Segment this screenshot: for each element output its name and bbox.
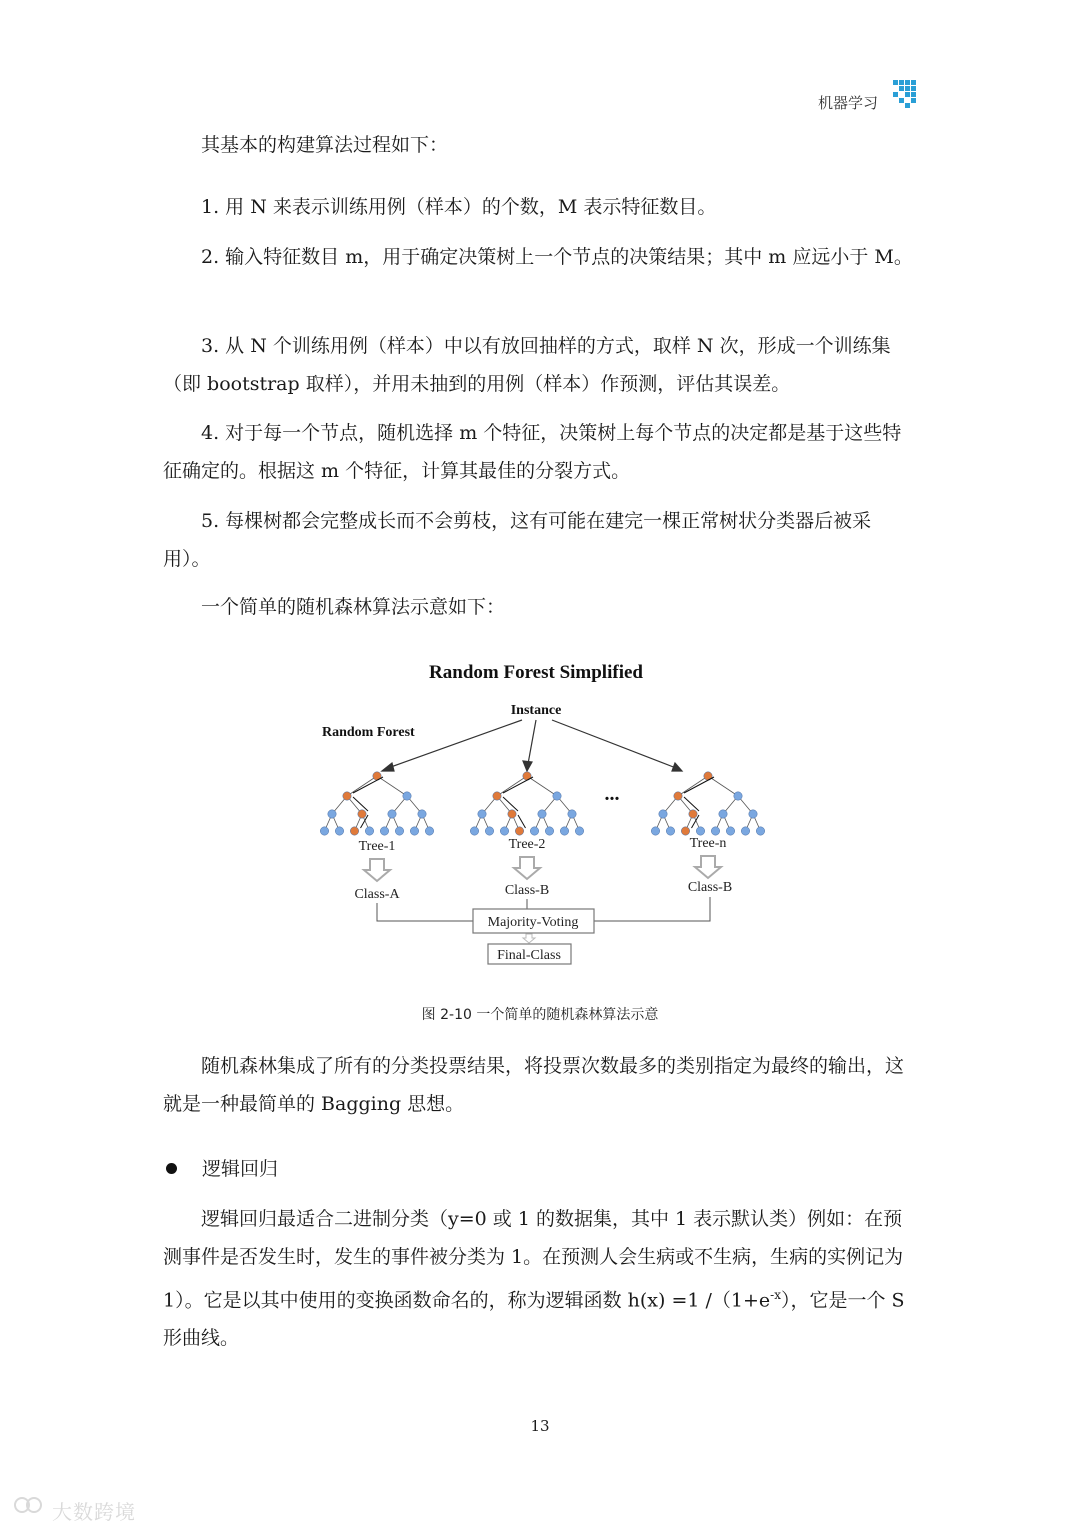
tree-3-node: [711, 827, 719, 835]
tree-2-node: [545, 827, 553, 835]
instance-arrows: [382, 720, 682, 771]
tree-1-label: Tree-1: [358, 839, 396, 854]
section-heading: 逻辑回归: [202, 1158, 279, 1180]
tree-1-node: [328, 810, 336, 818]
logreg-text-1: 逻辑回归最适合二进制分类（y=0 或 1 的数据集，其中 1 表示默认类）例如：在预测事件是否发生时，发生的事件被分类为 1。在预测人会生病或不生病，生病的实例记为 1）。它是以其中使用的变换函数命名的，称为逻辑函数 h(x) =1 /（1+e: [163, 1208, 904, 1312]
step-3: 3. 从 N 个训练用例（样本）中以有放回抽样的方式，取样 N 次，形成一个训练集（即 bootstrap 取样），并用未抽到的用例（样本）作预测，评估其误差。: [163, 335, 891, 395]
instance-label: Instance: [510, 703, 562, 718]
tree-2-node: [530, 827, 538, 835]
random-forest-label: Random Forest: [322, 725, 415, 740]
tree-2-node: [560, 827, 568, 835]
down-arrows: [364, 856, 721, 881]
tree-1-path-arrow: [353, 797, 368, 811]
watermark-logo-icon: [14, 1492, 48, 1518]
step-1: 1. 用 N 来表示训练用例（样本）的个数，M 表示特征数目。: [201, 196, 717, 218]
tree-2-node: [500, 827, 508, 835]
tree-3-node: [689, 810, 697, 818]
tree-2-node: [493, 792, 501, 800]
figure-intro: 一个简单的随机森林算法示意如下：: [201, 596, 506, 618]
tree-3-node: [749, 810, 757, 818]
tree-2-node: [485, 827, 493, 835]
tree-3-edge: [678, 776, 708, 796]
book-logo-icon: [893, 80, 917, 108]
step-5: 5. 每棵树都会完整成长而不会剪枝，这有可能在建完一棵正常树状分类器后被采用）。: [163, 510, 872, 570]
tree-1-node: [350, 827, 358, 835]
tree-3-node: [734, 792, 742, 800]
tree-2-path-arrow: [503, 797, 518, 811]
class-a-label: Class-A: [354, 887, 400, 902]
diagram-title: Random Forest Simplified: [429, 662, 643, 683]
tree-1-node: [335, 827, 343, 835]
tree-3-node: [719, 810, 727, 818]
tree-2-edge: [527, 776, 557, 796]
step-2: 2. 输入特征数目 m，用于确定决策树上一个节点的决策结果；其中 m 应远小于 M。: [201, 246, 913, 268]
running-header: 机器学习: [818, 94, 879, 112]
tree-2-node: [553, 792, 561, 800]
tree-3-node: [726, 827, 734, 835]
watermark: 大数跨境: [52, 1500, 136, 1524]
summary-paragraph: 随机森林集成了所有的分类投票结果，将投票次数最多的类别指定为最终的输出，这就是一种最简单的 Bagging 思想。: [163, 1055, 905, 1115]
tree-1-node: [410, 827, 418, 835]
tree-1-node: [425, 827, 433, 835]
tree-3-node: [696, 827, 704, 835]
tree-1-node: [320, 827, 328, 835]
tree-n-label: Tree-n: [689, 836, 727, 851]
class-b-label: Class-B: [504, 883, 550, 898]
tree-3-node: [756, 827, 764, 835]
class-b-n-label: Class-B: [687, 880, 733, 895]
page-number: 13: [530, 1417, 550, 1435]
figure-caption: 图 2-10 一个简单的随机森林算法示意: [421, 1007, 659, 1023]
final-class-label: Final-Class: [497, 948, 561, 963]
tree-1-node: [365, 827, 373, 835]
ellipsis-label: ...: [604, 783, 620, 805]
tree-3-node: [666, 827, 674, 835]
tree-2-node: [508, 810, 516, 818]
tree-1-node: [395, 827, 403, 835]
tree-2-node: [515, 827, 523, 835]
tree-1-node: [380, 827, 388, 835]
intro-paragraph: 其基本的构建算法过程如下：: [201, 134, 449, 156]
tree-1-node: [388, 810, 396, 818]
step-4: 4. 对于每一个节点，随机选择 m 个特征，决策树上每个节点的决定都是基于这些特征确定的。根据这 m 个特征，计算其最佳的分裂方式。: [163, 422, 902, 482]
tree-1-edge: [377, 776, 407, 796]
logreg-exponent: -x: [770, 1288, 781, 1302]
tree-3-node: [659, 810, 667, 818]
tree-2-node: [575, 827, 583, 835]
tree-1-node: [343, 792, 351, 800]
tree-2-label: Tree-2: [508, 837, 546, 852]
tree-3-node: [741, 827, 749, 835]
logistic-regression-paragraph: [163, 1200, 918, 1357]
tree-3-path-arrow: [684, 797, 699, 811]
tree-2-path-arrow: [503, 777, 533, 793]
tree-2-node: [538, 810, 546, 818]
random-forest-diagram: [300, 650, 780, 970]
majority-voting-label: Majority-Voting: [487, 915, 579, 930]
tree-1-path-arrow: [353, 777, 383, 793]
voting-to-final-arrow-icon: [523, 934, 535, 943]
tree-1-node: [403, 792, 411, 800]
tree-3-node: [651, 827, 659, 835]
tree-3-node: [681, 827, 689, 835]
bullet-dot-icon: [166, 1163, 177, 1174]
tree-2-node: [568, 810, 576, 818]
tree-3-node: [674, 792, 682, 800]
tree-2-node: [478, 810, 486, 818]
tree-2-path-arrow: [518, 815, 526, 828]
tree-1-edge: [347, 776, 377, 796]
tree-3-path-arrow: [684, 777, 714, 793]
logreg-text-2: ），它是一个 S 形曲线。: [163, 1289, 905, 1350]
tree-1-node: [358, 810, 366, 818]
tree-2-node: [470, 827, 478, 835]
trees-group: [320, 772, 764, 835]
tree-3-edge: [708, 776, 738, 796]
tree-2-edge: [497, 776, 527, 796]
tree-1-node: [418, 810, 426, 818]
